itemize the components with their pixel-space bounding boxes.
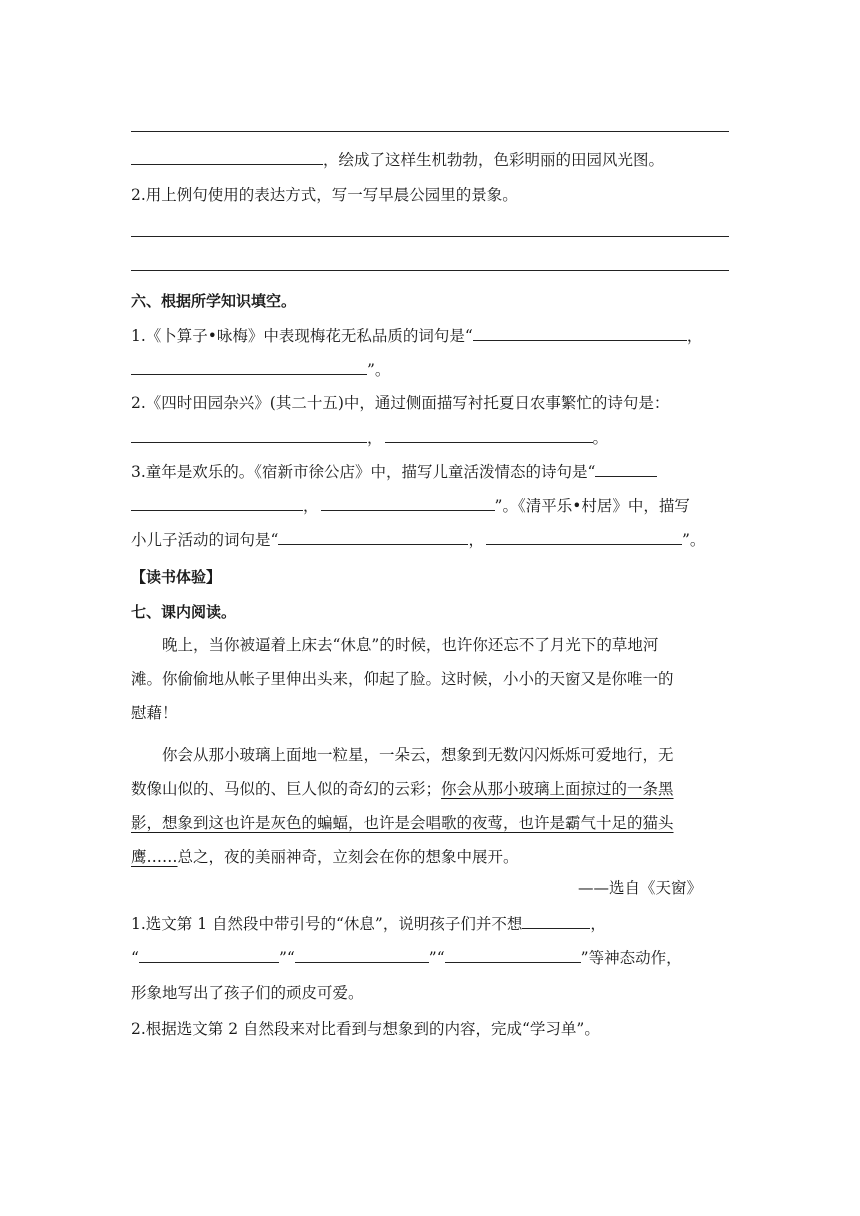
section-7-heading: 七、课内阅读。 <box>131 603 237 621</box>
punctuation: ”。 <box>367 361 391 379</box>
paragraph-line <box>131 772 729 806</box>
question-6-3-cont2 <box>131 528 705 551</box>
answer-line <box>131 270 729 271</box>
answer-line <box>131 236 729 237</box>
passage-source: ——选自《天窗》 <box>578 879 703 897</box>
answer-blank[interactable] <box>278 528 468 545</box>
answer-blank[interactable] <box>321 494 495 511</box>
reading-section-label: 【读书体验】 <box>131 568 222 586</box>
answer-blank[interactable] <box>385 426 593 443</box>
answer-blank[interactable] <box>131 494 303 511</box>
question-6-1 <box>131 324 702 347</box>
punctuation: ， <box>468 531 484 549</box>
answer-blank[interactable] <box>595 460 657 477</box>
underlined-passage: 鹰…… <box>131 848 178 866</box>
answer-blank[interactable] <box>522 912 590 929</box>
paragraph-line <box>131 696 729 730</box>
question-7-2: 2.根据选文第 2 自然段来对比看到与想象到的内容，完成“学习单”。 <box>131 1020 600 1038</box>
answer-blank[interactable] <box>486 528 682 545</box>
question-text: 1.《卜算子•咏梅》中表现梅花无私品质的词句是“ <box>131 327 473 345</box>
passage-text: 数像山似的、马似的、巨人似的奇幻的云彩； <box>131 780 442 798</box>
answer-blank[interactable] <box>131 426 367 443</box>
passage-text: 慰藉！ <box>131 704 178 722</box>
question-6-2-cont <box>131 426 608 449</box>
punctuation: 。 <box>592 429 609 447</box>
punctuation: ”“ <box>428 949 445 967</box>
question-text: 1.选文第 1 自然段中带引号的“休息”，说明孩子们并不想 <box>131 915 523 933</box>
paragraph-line <box>131 662 729 696</box>
answer-blank[interactable] <box>295 946 429 963</box>
question-text: ”。《清平乐•村居》中，描写 <box>494 497 690 515</box>
question-6-2: 2.《四时田园杂兴》(其二十五)中，通过侧面描写衬托夏日农事繁忙的诗句是： <box>131 394 670 412</box>
answer-blank[interactable] <box>473 324 687 341</box>
passage-text: 晚上，当你被逼着上床去“休息”的时候，也许你还忘不了月光下的草地河 <box>162 636 659 654</box>
punctuation: “ <box>131 949 139 967</box>
punctuation: ”。 <box>681 531 706 549</box>
passage-text: 总之，夜的美丽神奇，立刻会在你的想象中展开。 <box>177 848 519 866</box>
question-7-1 <box>131 912 606 935</box>
punctuation: ”“ <box>278 949 295 967</box>
punctuation: ， <box>686 327 703 345</box>
punctuation: ， <box>590 915 606 933</box>
section-6-heading: 六、根据所学知识填空。 <box>131 292 297 310</box>
answer-blank[interactable] <box>131 358 367 375</box>
paragraph-line <box>131 806 729 840</box>
paragraph-line <box>131 628 729 662</box>
question-text: 小儿子活动的词句是“ <box>131 531 279 549</box>
reading-paragraph-2 <box>131 738 729 874</box>
passage-text: 滩。你偷偷地从帐子里伸出头来，仰起了脸。这时候，小小的天窗又是你唯一的 <box>131 670 674 688</box>
reading-paragraph-1 <box>131 628 729 730</box>
question-text: ”等神态动作， <box>580 949 682 967</box>
question-6-3-cont <box>131 494 690 517</box>
paragraph-line <box>131 738 729 772</box>
question-5-2: 2.用上例句使用的表达方式，写一写早晨公园里的景象。 <box>131 186 518 204</box>
underlined-passage: 影，想象到这也许是灰色的蝙蝠，也许是会唱歌的夜莺，也许是霸气十足的猫头 <box>131 814 674 832</box>
question-7-1-cont <box>131 946 682 969</box>
punctuation: ， <box>303 497 319 515</box>
underlined-passage: 你会从那小玻璃上面掠过的一条黑 <box>441 780 674 798</box>
answer-blank[interactable] <box>139 946 279 963</box>
question-6-1-cont <box>131 358 390 381</box>
question-6-3 <box>131 460 657 483</box>
answer-line <box>131 131 729 132</box>
sentence-tail: ，绘成了这样生机勃勃，色彩明丽的田园风光图。 <box>323 151 665 169</box>
answer-blank[interactable] <box>445 946 581 963</box>
answer-blank[interactable] <box>131 148 323 165</box>
question-text: 3.童年是欢乐的。《宿新市徐公店》中，描写儿童活泼情态的诗句是“ <box>131 463 596 481</box>
passage-text: 你会从那小玻璃上面地一粒星，一朵云，想象到无数闪闪烁烁可爱地行，无 <box>162 746 674 764</box>
continuation-line <box>131 148 664 171</box>
punctuation: ， <box>367 429 383 447</box>
paragraph-line <box>131 840 729 874</box>
question-7-1-cont2: 形象地写出了孩子们的顽皮可爱。 <box>131 984 364 1002</box>
